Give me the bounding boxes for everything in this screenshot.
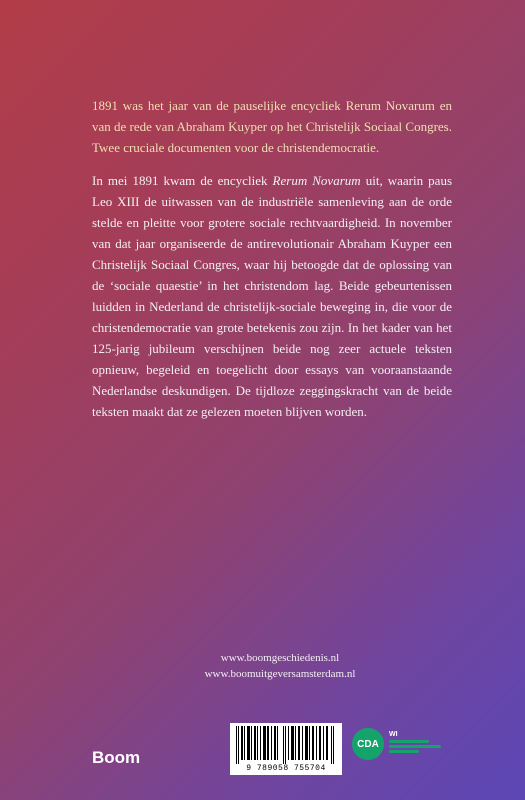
isbn-barcode — [230, 723, 342, 775]
publisher-websites — [190, 650, 370, 682]
wi-logo — [389, 731, 445, 758]
website-link[interactable]: www.boomgeschiedenis.nl — [220, 652, 340, 664]
wi-logo-text: WI — [389, 731, 398, 738]
cda-logo-icon — [352, 728, 384, 760]
barcode-bars-icon — [230, 723, 342, 765]
encyclical-title: Rerum Novarum — [272, 173, 361, 188]
website-link[interactable]: www.boomuitgeversamsterdam.nl — [204, 668, 356, 680]
back-cover-blurb: 1891 was het jaar van de pauselijke encycliek Rerum Novarum en van de rede van Abraham Kuyper op het Christelijk Sociaal Congres. Twee cruciale documenten voor de christendemocratie. — [92, 98, 452, 155]
description-rest: uit, waarin paus Leo XIII de uitwassen van de industriële samenleving aan de orde stelde en pleitte voor grotere sociale rechtvaardigheid. In november van dat jaar organiseerde de antirevolutionair Abraham Kuyper een Christelijk Sociaal Congres, waar hij betoogde dat de oplossing van de ‘sociale quaestie’ in het christendom lag. Beide gebeurtenissen luidden in Nederland de christelijk-sociale beweging in, die voor de christendemocratie van grote betekenis zou zijn. In het kader van het 125-jarig jubileum verschijnen beide nog zeer actuele teksten opnieuw, begeleid en toegelicht door essays van vooraanstaande Nederlandse deskundigen. De tijdloze zeggingskracht van de beide teksten maakt dat ze gelezen moeten blijven worden. — [92, 173, 453, 419]
description-intro: In mei 1891 kwam de encycliek — [92, 173, 273, 188]
cda-logo-text: CDA — [357, 738, 379, 750]
publisher-logo: Boom — [92, 748, 141, 767]
isbn-number: 9 789058 755704 — [234, 764, 338, 773]
back-cover-description — [92, 170, 452, 422]
wi-logo-mark-icon — [389, 739, 445, 753]
